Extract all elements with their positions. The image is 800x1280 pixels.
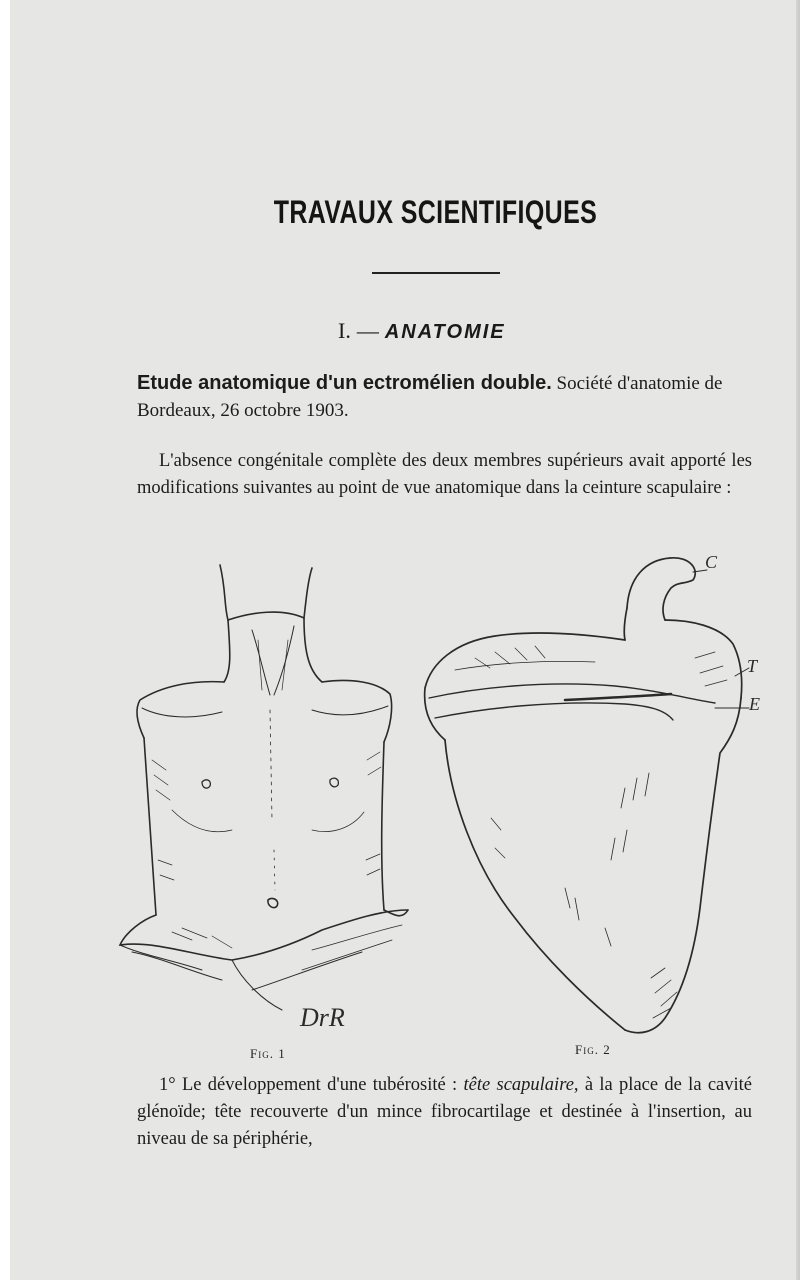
figure-1-caption: Fig. 1 [250, 1046, 286, 1061]
section-heading [338, 318, 506, 344]
page-title: TRAVAUX SCIENTIFIQUES [273, 194, 598, 230]
section-name: ANATOMIE [384, 321, 506, 343]
entry-source: Société d'anatomie de Bordeaux, 26 octobre 1903. [137, 373, 723, 421]
label-e: E [749, 694, 760, 714]
figure-2-caption: Fig. 2 [575, 1042, 611, 1057]
section-dash: — [356, 318, 379, 343]
point-1-rest: , à la place de la cavité glénoïde; tête recouverte d'un mince fibrocartilage et destinée à l'insertion, au niveau de sa périphérie, [137, 1075, 753, 1149]
figure-2-scapula [415, 548, 785, 1043]
figure-1-torso [112, 560, 412, 1040]
label-c: C [705, 552, 718, 572]
label-t: T [747, 656, 758, 676]
point-1-paragraph [137, 1072, 752, 1153]
title-rule [372, 272, 500, 274]
point-1-term: tête scapulaire [463, 1075, 574, 1095]
figure-1-signature: DrR [300, 1003, 345, 1032]
intro-paragraph: L'absence congénitale complète des deux membres supérieurs avait apporté les modifications suivantes au point de vue anatomique dans la ceinture scapulaire : [137, 451, 752, 498]
section-number: I. [338, 318, 351, 343]
point-1-lead: 1° Le développement d'une tubérosité : [159, 1075, 458, 1095]
entry-heading [137, 370, 777, 424]
entry-title: Etude anatomique d'un ectromélien double. [137, 372, 552, 394]
